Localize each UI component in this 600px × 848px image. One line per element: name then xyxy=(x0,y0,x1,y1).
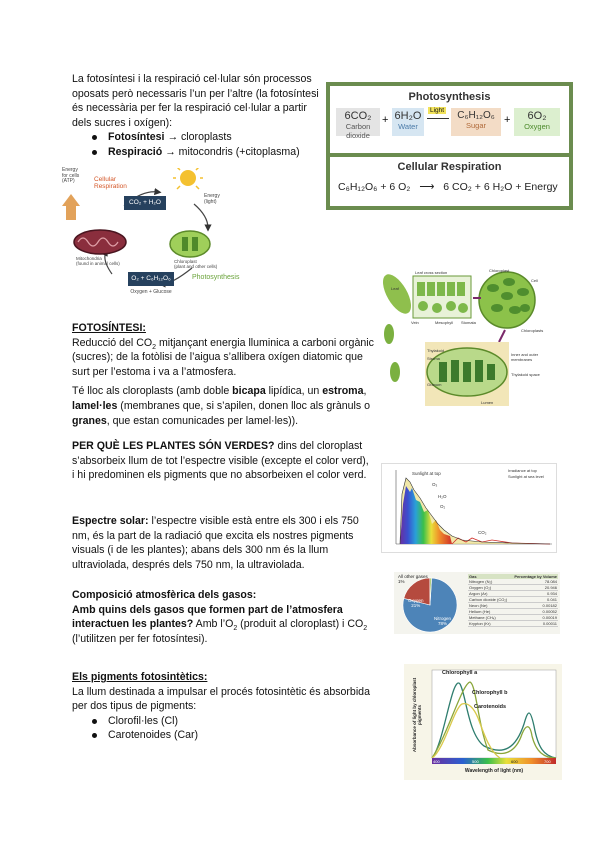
text: , que estan comunicades per lamel·les)). xyxy=(106,414,299,427)
respiration-arrow: ⟶ xyxy=(419,181,435,193)
text: Amb l’O xyxy=(193,618,234,631)
text: , xyxy=(363,385,367,398)
table-cell: Carbon dioxide (CO₂) xyxy=(468,597,511,603)
table-cell: 0.934 xyxy=(511,591,558,597)
respiration-title: Cellular Respiration xyxy=(397,161,502,173)
oxygen-label: Oxygen xyxy=(524,122,550,131)
list-item: Carotenoides (Car) xyxy=(72,728,382,743)
table-cell: 0.00182 xyxy=(511,603,558,609)
bold-term: lamel·les xyxy=(72,399,118,412)
cycle-resp-label: Cellular Respiration xyxy=(94,176,127,190)
text: mitjançant energia lluminica a carboni orgànic (sucres); de la fotòlisi de l’aigua s’allibera oxígen diatomic que surt per l’estoma i va a l’atmosfera. xyxy=(72,336,374,378)
bullet-text: → cloroplasts xyxy=(164,131,232,144)
sugar-box xyxy=(451,108,501,136)
table-header: Gas xyxy=(469,574,477,579)
section-title: Composició atmosfèrica dels gasos: xyxy=(72,589,257,601)
sun-icon xyxy=(180,170,196,186)
table-cell: 0.00019 xyxy=(511,615,558,621)
espectre-paragraph xyxy=(72,514,377,572)
atmosphere-figure xyxy=(394,572,560,634)
table-cell: Oxygen (O₂) xyxy=(468,585,511,591)
text: l’espectre visible està entre els 300 i els 750 nm, és la part de la radiació que excita els nostres pigments visuals (i de les plantes); abans dels 300 nm és la llum ultraviolada, després dels 750 nm, la ultraviolada. xyxy=(72,515,359,571)
photosynthesis-title: Photosynthesis xyxy=(408,91,491,103)
chloroplast-icon xyxy=(170,231,210,257)
legend-chlorophyll-a: Chlorophyll a xyxy=(442,670,478,676)
table-header: Percentage by Volume xyxy=(514,574,557,579)
text: dins del cloroplast s’absorbeix llum de tot l’espectre visible (excepte el color verd), i hi predominen els pigments que no absorbeixen el color verd. xyxy=(72,440,369,482)
text: Té lloc als cloroplasts (amb doble xyxy=(72,385,233,398)
light-label: Light xyxy=(430,107,445,114)
intro-text: La fotosíntesi i la respiració cel·lular són processos oposats però necessaris l’un per l’altre (la fotosíntesi és necessària per fer la respiració cel·lular a partir dels sucres i oxígen): xyxy=(72,73,319,129)
chloro-label-section: Leaf cross section xyxy=(415,270,448,275)
leaf-icon xyxy=(384,324,394,344)
cycle-bottom-text: O₂ + C₆H₁₂O₆ xyxy=(131,275,171,282)
co2-label: Carbon dioxide xyxy=(345,122,371,140)
oxygen-formula: 6O₂ xyxy=(527,110,547,122)
cycle-mito-label: Mitochondria (found in animal cells) xyxy=(76,256,120,266)
text: Reducció del CO xyxy=(72,336,153,349)
intro-block xyxy=(72,72,322,160)
bold-term: granes xyxy=(72,414,107,427)
plus-sign: + xyxy=(382,114,389,126)
verdes-paragraph xyxy=(72,439,372,483)
table-cell: Neon (Ne) xyxy=(468,603,511,609)
chloro-label-membranes: Inner and outer membranes xyxy=(511,352,539,362)
legend-chlorophyll-b: Chlorophyll b xyxy=(472,690,508,696)
leaf-icon xyxy=(390,362,400,382)
table-cell: Helium (He) xyxy=(468,609,511,615)
spectrum-label-o2: O₂ xyxy=(440,504,446,509)
text: lipídica, un xyxy=(265,385,323,398)
section-title: PER QUÈ LES PLANTES SÓN VERDES? xyxy=(72,440,275,452)
gas-table xyxy=(468,574,558,627)
sugar-formula: C₆H₁₂O₆ xyxy=(457,110,495,121)
section-title: Espectre solar: xyxy=(72,515,149,527)
table-cell: Krypton (Kr) xyxy=(468,621,511,627)
spectrum-label-o3: O₃ xyxy=(432,482,438,487)
spectrum-figure xyxy=(381,463,557,553)
x-tick: 700 xyxy=(544,759,551,764)
chloro-label-leaf: Leaf xyxy=(391,286,399,291)
table-row xyxy=(468,621,558,627)
cycle-top-text: CO₂ + H₂O xyxy=(129,199,161,206)
gasos-block xyxy=(72,588,382,646)
leaf-icon xyxy=(381,270,417,318)
pigments-block xyxy=(72,670,382,743)
respiration-equation xyxy=(338,181,558,193)
chloroplast-diagram xyxy=(381,264,553,412)
spectrum-label-co2: CO₂ xyxy=(478,530,487,535)
energy-arrow-icon xyxy=(66,204,76,220)
respiration-panel xyxy=(330,157,569,206)
light-arrow-icon xyxy=(427,118,449,119)
chloro-label-stroma: Stroma xyxy=(427,356,440,361)
fotosintesi-title xyxy=(72,321,377,336)
spectrum-legend-1: Irradiance at top xyxy=(508,468,537,473)
legend-carotenoids: Carotenoids xyxy=(474,704,507,710)
equations-figure xyxy=(326,82,573,210)
co2-box xyxy=(336,108,380,140)
bullet-term: Respiració xyxy=(108,145,163,158)
pie-label-oxygen: Oxygen 21% xyxy=(408,598,424,608)
absorbance-figure xyxy=(404,664,562,780)
spectrum-label-h2o: H₂O xyxy=(438,494,447,499)
water-box xyxy=(392,108,424,136)
table-cell: 78.084 xyxy=(511,579,558,585)
mitochondria-icon xyxy=(74,230,126,254)
table-cell: Argon (Ar) xyxy=(468,591,511,597)
chloroplast-figure xyxy=(381,264,553,412)
subscript: 2 xyxy=(363,625,368,633)
chloro-label-chloroplasts: Chloroplasts xyxy=(521,328,544,333)
cycle-photo-label: Photosynthesis xyxy=(192,274,240,281)
subscript: 2 xyxy=(233,625,238,633)
table-cell: 0.00011 xyxy=(511,621,558,627)
list-item xyxy=(72,130,322,145)
chloro-label-cell: Cell xyxy=(531,278,538,283)
table-cell: 20.946 xyxy=(511,585,558,591)
text: (membranes que, si s’apilen, donen lloc als grànuls o xyxy=(117,399,370,412)
fotosintesi-p1 xyxy=(72,336,377,380)
list-item xyxy=(72,145,322,160)
cycle-energy-atp: Energy for cells (ATP) xyxy=(62,167,80,184)
chloro-label-thylakoid-space: Thylakoid space xyxy=(511,372,540,377)
section-title: Els pigments fotosintètics: xyxy=(72,671,208,683)
text: (l’utilitzen per fer fotosíntesi). xyxy=(72,632,208,645)
x-tick: 400 xyxy=(433,759,440,764)
cycle-chloro-label: Chloroplast (plant and other cells) xyxy=(174,259,218,269)
fotosintesi-block xyxy=(72,321,377,428)
cycle-energy-light: Energy (light) xyxy=(204,193,220,205)
oxygen-box xyxy=(514,108,560,136)
cycle-figure xyxy=(62,168,252,300)
chloro-label-vein: Vein xyxy=(411,320,419,325)
spectrum-label-top: Sunlight at top xyxy=(412,471,441,476)
bold-term: estroma xyxy=(322,385,364,398)
co2-formula: 6CO₂ xyxy=(344,110,372,122)
question-text: Amb quins dels gasos que formen part de l’atmosfera interactuen les plantes? xyxy=(72,603,343,631)
chloro-label-granum: Granum xyxy=(427,382,442,387)
gasos-title xyxy=(72,588,382,603)
x-tick: 500 xyxy=(472,759,479,764)
plus-sign: + xyxy=(504,114,511,126)
list-item: Clorofil·les (Cl) xyxy=(72,714,382,729)
gasos-paragraph xyxy=(72,603,382,647)
text: (produit al cloroplast) i CO xyxy=(237,618,364,631)
water-formula: 6H₂O xyxy=(394,110,422,122)
y-axis-label: Absorbance of light by chloroplast pigments xyxy=(412,677,422,753)
chloro-label-thylakoid: Thylakoid xyxy=(427,348,445,353)
espectre-block xyxy=(72,514,377,572)
respiration-reactants: C₆H₁₂O₆ + 6 O₂ xyxy=(338,181,411,193)
bullet-term: Fotosíntesi xyxy=(108,131,165,144)
pie-label-other: All other gases 1% xyxy=(398,574,428,584)
pie-label-nitrogen: Nitrogen 78% xyxy=(434,616,452,626)
water-label: Water xyxy=(398,122,418,131)
chloro-label-stomata: Stomata xyxy=(461,320,476,325)
respiration-products: 6 CO₂ + 6 H₂O + Energy xyxy=(443,181,558,193)
intro-list xyxy=(72,130,322,159)
table-cell: 0.00052 xyxy=(511,609,558,615)
sugar-label: Sugar xyxy=(465,121,486,130)
pigments-list xyxy=(72,714,382,743)
pigments-text: La llum destinada a impulsar el procés fotosintètic és absorbida per dos tipus de pigments: xyxy=(72,685,370,713)
pigments-title xyxy=(72,670,382,685)
absorbance-chart xyxy=(404,664,562,780)
table-cell: Nitrogen (N₂) xyxy=(468,579,511,585)
bullet-text: → mitocondris (+citoplasma) xyxy=(162,145,300,158)
subscript: 2 xyxy=(152,343,156,351)
bold-term: bicapa xyxy=(232,385,266,398)
chloro-label-mesophyll: Mesophyll xyxy=(435,320,454,325)
spectrum-legend-2: Sunlight at sea level xyxy=(508,474,544,479)
x-axis-label: Wavelength of light (nm) xyxy=(464,768,524,774)
table-cell: Methane (CH₄) xyxy=(468,615,511,621)
chloro-label-chloroplast: Chloroplast xyxy=(489,268,510,273)
table-cell: 0.041 xyxy=(511,597,558,603)
fotosintesi-p2 xyxy=(72,384,377,428)
section-title: FOTOSÍNTESI: xyxy=(72,322,146,334)
verdes-block xyxy=(72,439,372,483)
x-tick: 600 xyxy=(511,759,518,764)
photosynthesis-panel xyxy=(330,86,569,153)
chloro-label-lumen: Lumen xyxy=(481,400,494,405)
cycle-bottom-sub: Oxygen + Glucose xyxy=(130,289,172,295)
